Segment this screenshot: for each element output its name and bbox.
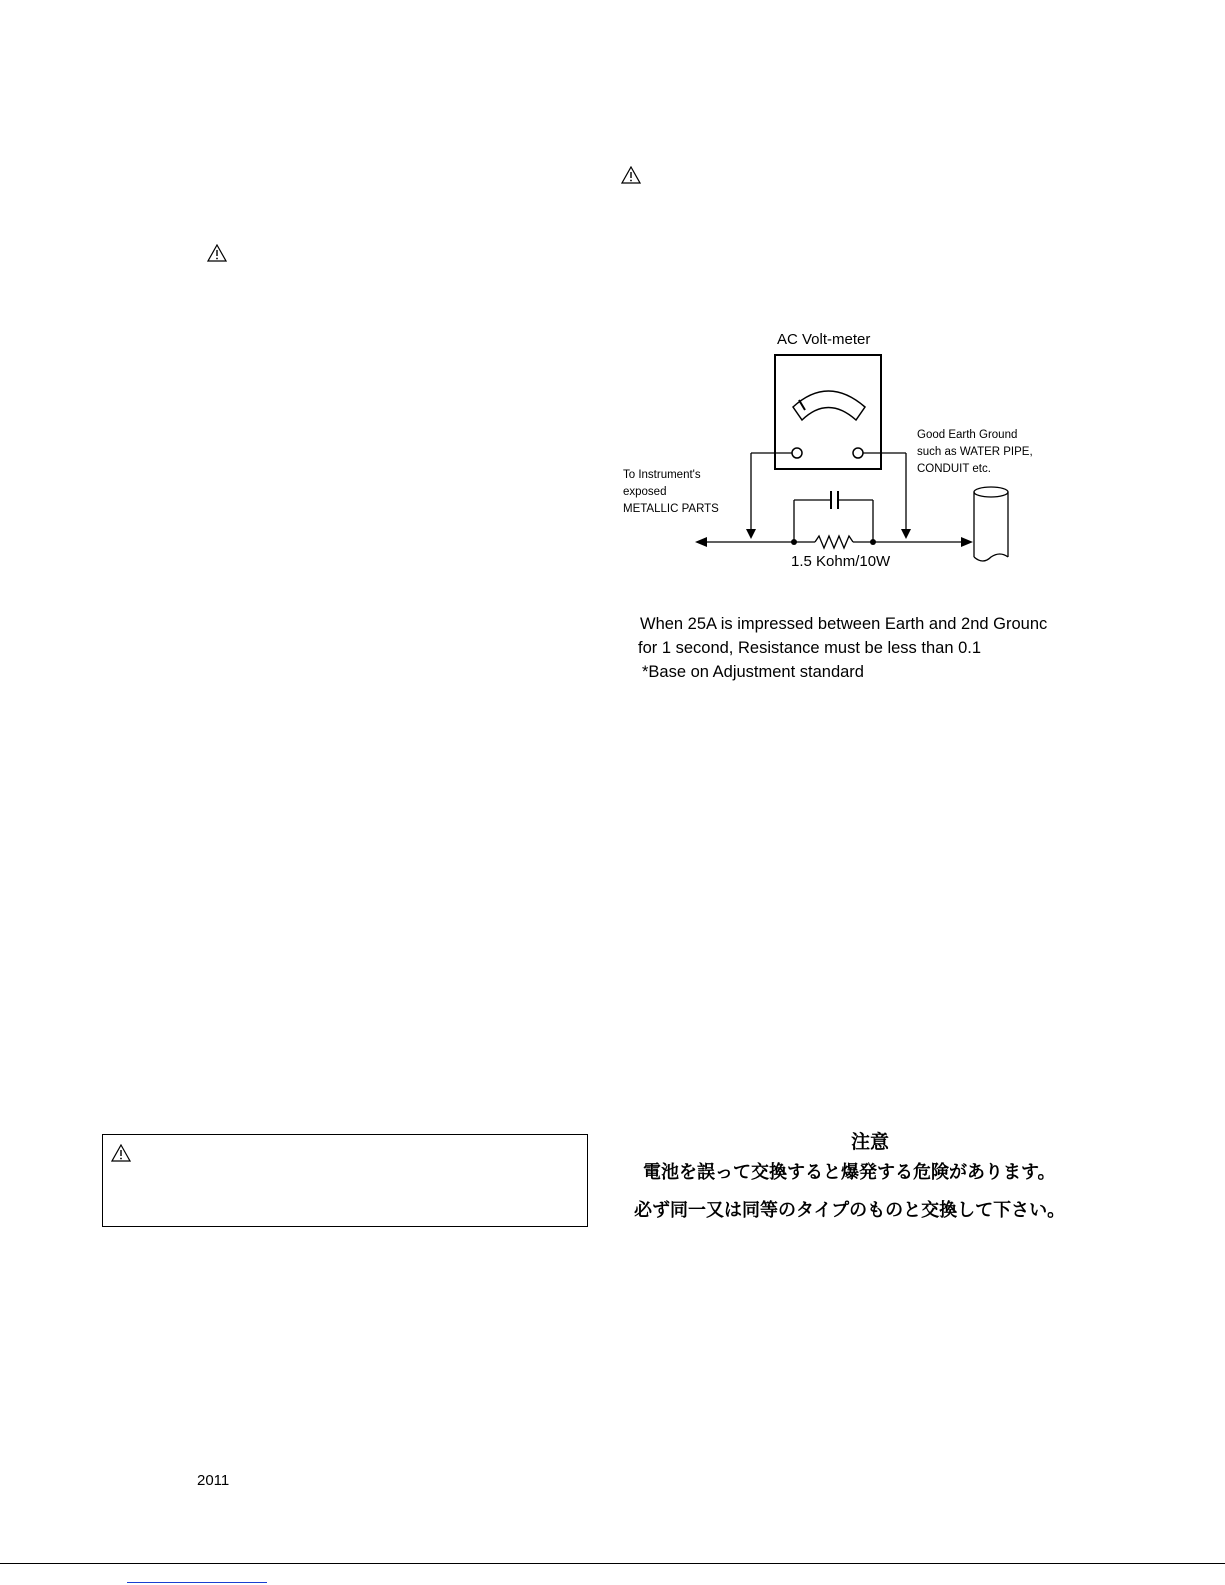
right-label: Good Earth Ground such as WATER PIPE, CONDUIT etc. (917, 429, 1033, 475)
japanese-caution-line-1: 電池を誤って交換すると爆発する危険があります。 (643, 1162, 1056, 1183)
japanese-caution-heading: 注意 (851, 1131, 890, 1153)
left-label: To Instrument's exposed METALLIC PARTS (623, 469, 719, 515)
leakage-current-test-diagram (615, 325, 1095, 585)
warning-triangle-icon (111, 1144, 131, 1162)
resistor-label: 1.5 Kohm/10W (791, 553, 891, 570)
note-line-1: When 25A is impressed between Earth and 2nd Grounc (640, 615, 1048, 633)
caution-box (102, 1134, 588, 1227)
note-line-3: *Base on Adjustment standard (642, 663, 864, 681)
warning-triangle-icon (621, 166, 641, 184)
japanese-caution-line-2: 必ず同一又は同等のタイプのものと交換して下さい。 (634, 1200, 1066, 1221)
note-line-2: for 1 second, Resistance must be less than 0.1 (638, 639, 982, 657)
footer-link-underline (127, 1582, 267, 1583)
meter-title: AC Volt-meter (777, 331, 871, 348)
footer-year: 2011 (197, 1472, 230, 1489)
footer-rule (0, 1563, 1225, 1564)
warning-triangle-icon (207, 244, 227, 262)
